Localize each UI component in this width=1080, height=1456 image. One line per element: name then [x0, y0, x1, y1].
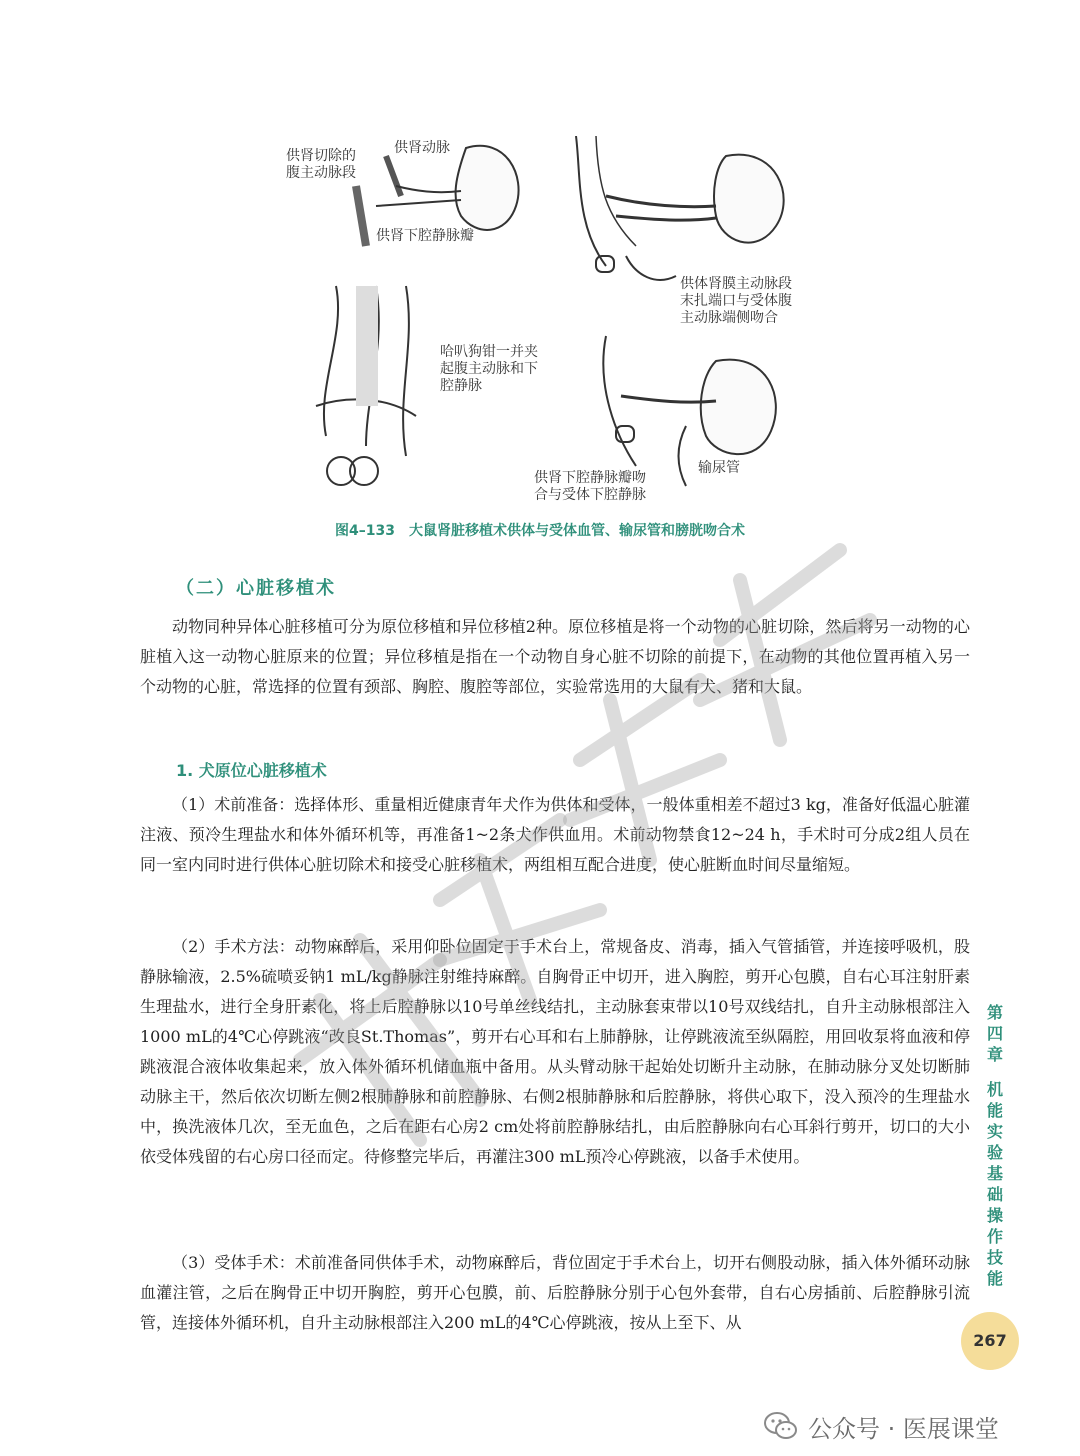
- intro-paragraph: 动物同种异体心脏移植可分为原位移植和异位移植2种。原位移植是将一个动物的心脏切除，然后将另一动物的心脏植入这一动物心脏原来的位置；异位移植是指在一个动物自身心脏不切除的前提下，在动物的其他位置再植入另一个动物的心脏，常选择的位置有颈部、胸腔、腹腔等部位，实验常选用的大鼠有犬、猪和大鼠。: [140, 617, 970, 696]
- chapter-side-tab: [980, 1002, 1010, 1289]
- side-tab-char: 实: [986, 1122, 1003, 1141]
- page-number: 267: [961, 1312, 1019, 1370]
- side-tab-char: 操: [986, 1206, 1003, 1225]
- side-tab-char: 基: [986, 1164, 1003, 1183]
- side-tab-char: 能: [986, 1101, 1003, 1120]
- side-tab-char: 四: [986, 1024, 1003, 1043]
- subsection-title: 1. 犬原位心脏移植术: [176, 761, 327, 780]
- figure-caption: 图4–133 大鼠肾脏移植术供体与受体血管、输尿管和膀胱吻合术: [335, 523, 745, 539]
- label-ureter: 输尿管: [698, 460, 740, 476]
- method-paragraph: （2）手术方法：动物麻醉后，采用仰卧位固定于手术台上，常规备皮、消毒，插入气管插管，并连接呼吸机，股静脉输液，2.5%硫喷妥钠1 mL/kg静脉注射维持麻醉。自胸骨正中切开，进入胸腔，剪开心包膜，自右心耳注射肝素生理盐水，进行全身肝素化，将上后腔静脉以10号单丝线结扎，主动脉套束带以10号双线结扎，自升主动脉根部注入1000 mL的4℃心停跳液“改良St.Thomas”，剪开右心耳和右上肺静脉，让停跳液流至纵隔腔，用回收泵将血液和停跳液混合液体收集起来，放入体外循环机储血瓶中备用。从头臂动脉干起始处切断升主动脉，在肺动脉分叉处切断肺动脉主干，然后依次切断左侧2根肺静脉和前腔静脉、右侧2根肺静脉和后腔静脉，将供心取下，没入预冷的生理盐水中，换洗液体几次，至无血色，之后在距右心房2 cm处将前腔静脉结扎，由后腔静脉向右心耳斜行剪开，切口的大小依受体残留的右心房口径而定。待修整完毕后，再灌注300 mL预冷心停跳液，以备手术使用。: [140, 937, 970, 1166]
- label-aorta-anastomosis: 供体肾膜主动脉段 末扎端口与受体腹 主动脉端侧吻合: [680, 276, 792, 326]
- side-tab-char: 础: [986, 1185, 1003, 1204]
- recipient-paragraph: （3）受体手术：术前准备同供体手术，动物麻醉后，背位固定于手术台上，切开右侧股动脉，插入体外循环动脉血灌注管，之后在胸骨正中切开胸腔，剪开心包膜，前、后腔静脉分别于心包外套带，自右心房插前、后腔静脉引流管，连接体外循环机，自升主动脉根部注入200 mL的4℃心停跳液，按从上至下、从: [140, 1253, 970, 1332]
- surgical-figure: [276, 136, 816, 508]
- label-ivc-anastomosis: 供肾下腔静脉瓣吻 合与受体下腔静脉: [534, 470, 646, 503]
- section-title: （二）心脏移植术: [176, 578, 336, 599]
- preop-paragraph: （1）术前准备：选择体形、重量相近健康青年犬作为供体和受体，一般体重相差不超过3 kg，准备好低温心脏灌注液、预冷生理盐水和体外循环机等，再准备1~2条犬作供血用。术前动物禁食12~24 h，手术时可分成2组人员在同一室内同时进行供体心脏切除术和接受心脏移植术，两组相互配合进度，使心脏断血时间尽量缩短。: [140, 795, 970, 874]
- label-donor-ivc-flap: 供肾下腔静脉瓣: [376, 228, 474, 244]
- side-tab-spacer: [980, 1065, 1010, 1079]
- side-tab-char: 第: [986, 1003, 1003, 1022]
- label-clamp-note: 哈叭狗钳一并夹 起腹主动脉和下 腔静脉: [440, 344, 538, 394]
- side-tab-char: 技: [986, 1248, 1003, 1267]
- label-donor-aorta-segment: 供肾切除的 腹主动脉段: [286, 148, 356, 181]
- side-tab-char: 作: [986, 1227, 1003, 1246]
- side-tab-char: 验: [986, 1143, 1003, 1162]
- footer-text: 公众号 · 医展课堂: [808, 1414, 999, 1443]
- side-tab-char: 能: [986, 1269, 1003, 1288]
- wechat-icon: [764, 1411, 798, 1441]
- footer: [764, 1406, 999, 1446]
- label-donor-renal-artery: 供肾动脉: [394, 140, 450, 156]
- side-tab-char: 机: [986, 1080, 1003, 1099]
- side-tab-char: 章: [986, 1045, 1003, 1064]
